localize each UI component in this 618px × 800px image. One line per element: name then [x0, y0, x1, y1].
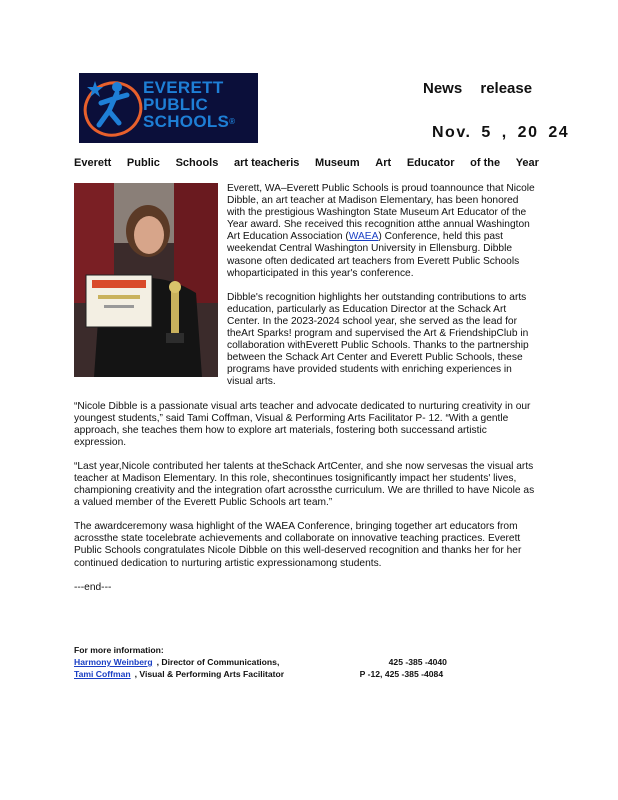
- paragraph-3: “Nicole Dibble is a passionate visual arts teacher and advocate dedicated to nurturing creativity in our youngest students,” said Tami Coffman, Visual & Performing Arts Facilitator P- 12. “With a gentle approach, she teaches them how to explore art materials, fostering both successand artistic expression.: [74, 400, 531, 448]
- headline: [74, 157, 539, 169]
- headline-word: of the: [470, 157, 501, 169]
- paragraph-5: The awardceremony wasa highlight of the WAEA Conference, bringing together art educators from acrossthe state tocelebrate achievements and collaborate on innovative teaching practices. Everett Public Schools congratulates Nicole Dibble on this well-deserved recognition and thanks her for her continued dedication to nurturing artistic expressionamong students.: [74, 521, 522, 569]
- contact-title: , Visual & Performing Arts Facilitator: [134, 669, 285, 679]
- paragraph-2: Dibble's recognition highlights her outstanding contributions to arts education, particularly as Education Director at the Schack Art Center. In the 2023-2024 school year, she served as the lead for theArt Sparks! program and supervised the Art & FriendshipClub in collaboration withEverett Public Schools. Thanks to the partnership between the Schack Art Center and Everett Public Schools, these programs have provided students with enriching experiences in visual arts.: [227, 291, 529, 388]
- contact-row: [74, 656, 544, 668]
- contact-phone: P -12, 425 -385 -4084: [359, 669, 444, 679]
- paragraph-1-text-cont: ) Conference, held this past weekendat Central Washington University in Ellensburg. Dibble wasone often dedicated art teachers from Everett Public Schools whoparticipated in this year's conference.: [227, 231, 520, 279]
- end-marker: ---end---: [74, 581, 112, 593]
- article-body: [74, 183, 539, 606]
- contact-phone: 425 -385 -4040: [388, 657, 447, 667]
- paragraph-4: “Last year,Nicole contributed her talents at theSchack ArtCenter, and she now servesas the visual arts teacher at Madison Elementary. In this role, shecontinues tosignificantly impact her students' lives, championing creativity and the integration ofart acrossthe curriculum. We are thrilled to have Nicole as a valued member of the Everett Public Schools art team.”: [74, 460, 535, 509]
- headline-word: Educator: [406, 157, 455, 169]
- headline-word: Everett: [74, 157, 112, 169]
- headline-word: Art: [375, 157, 392, 169]
- headline-word: Museum: [315, 157, 360, 169]
- headline-word: art teacheris: [233, 157, 300, 169]
- waea-link[interactable]: WAEA: [348, 231, 379, 243]
- paragraph-1-text: Everett, WA–Everett Public Schools is proud toannounce that Nicole Dibble, an art teacher at Madison Elementary, has been honored with the prestigious Washington State Museum Art Educator of the Year award. She received this recognition atthe annual Washington Art Education Association (: [227, 183, 535, 243]
- contact-name-link[interactable]: Harmony Weinberg: [74, 657, 153, 667]
- contact-title: , Director of Communications,: [156, 657, 280, 667]
- logo-line-3: [143, 113, 255, 130]
- district-logo: [79, 73, 258, 143]
- logo-line-1: EVERETT: [143, 78, 224, 97]
- news-release-label: News release: [423, 80, 533, 97]
- logo-line-3-text: SCHOOLS: [143, 112, 230, 131]
- registered-mark: ®: [229, 117, 236, 126]
- logo-line-2: PUBLIC: [143, 95, 209, 114]
- contact-info: [74, 644, 544, 680]
- contact-name-link[interactable]: Tami Coffman: [74, 669, 131, 679]
- logo-wordmark: [143, 79, 255, 130]
- headline-word: Schools: [175, 157, 219, 169]
- headline-word: Public: [126, 157, 160, 169]
- photo-spacer: [74, 183, 227, 381]
- headline-word: Year: [515, 157, 539, 169]
- contact-label: For more information:: [74, 645, 164, 655]
- release-date: Nov. 5 , 20 24: [432, 124, 570, 141]
- contact-row: [74, 668, 544, 680]
